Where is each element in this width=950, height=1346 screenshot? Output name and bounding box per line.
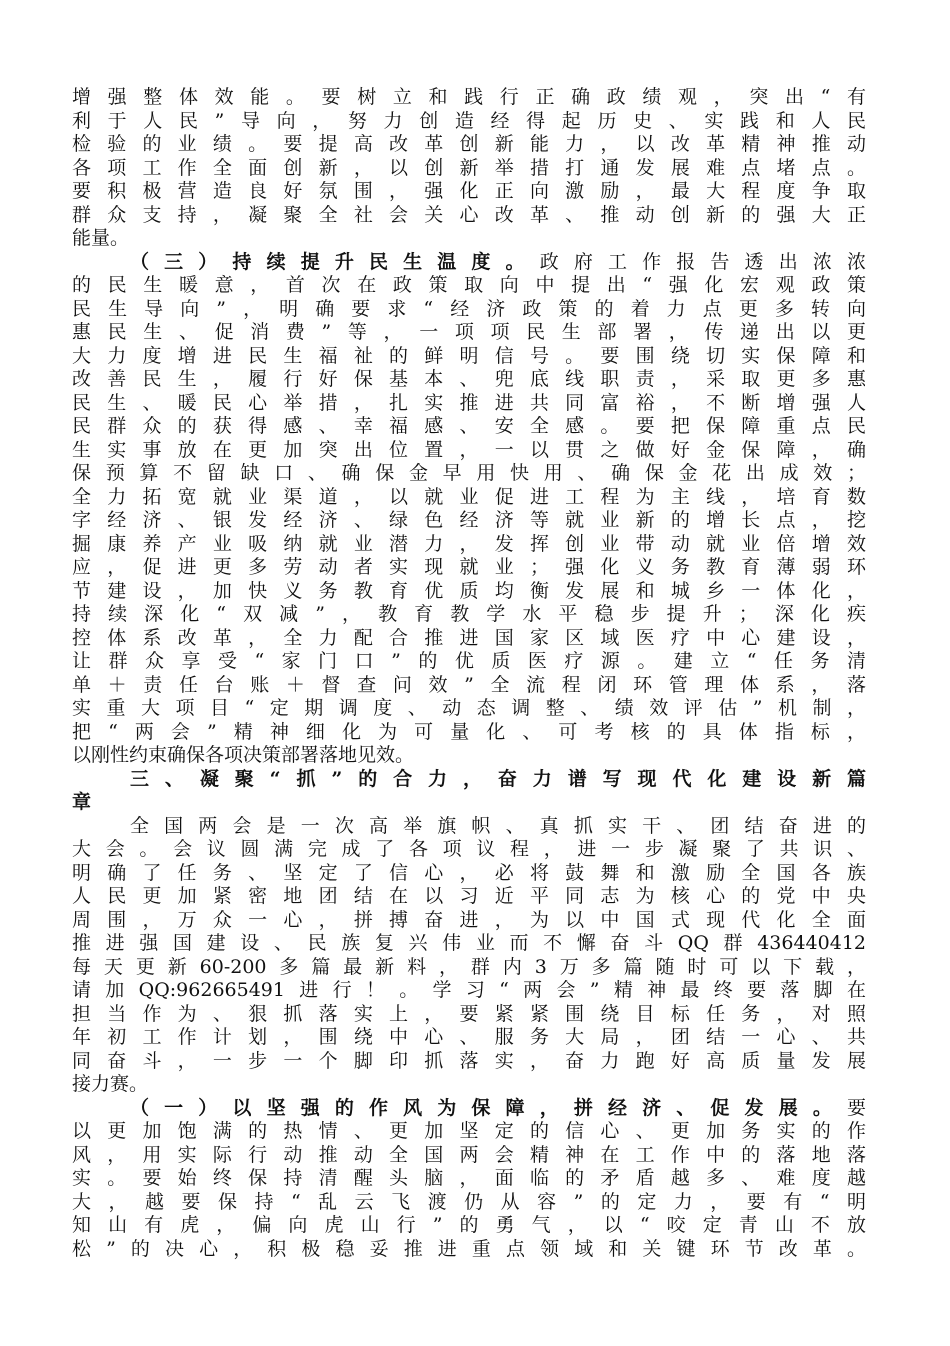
- body-text: 担当作为、狠抓落实上，要紧紧围绕目标任务，对照: [72, 1002, 866, 1025]
- text-line: [72, 815, 866, 839]
- text-line: [72, 180, 866, 204]
- body-text: 节建设，加快义务教育优质均衡发展和城乡一体化，: [72, 579, 866, 602]
- text-line: [72, 697, 866, 721]
- body-text: 利于人民”导向，努力创造经得起历史、实践和人民: [72, 109, 866, 132]
- text-line: [72, 979, 866, 1003]
- body-text: 以更加饱满的热情、更加坚定的信心、更加务实的作: [72, 1120, 866, 1142]
- text-line: [72, 909, 866, 933]
- body-text: 请加QQ:962665491进行！。学习“两会”精神最终要落脚在: [72, 979, 866, 1001]
- body-text: 大力度增进民生福祉的鲜明信号。要围绕切实保障和: [72, 344, 866, 367]
- text-line: [72, 509, 866, 533]
- text-line: [72, 439, 866, 463]
- text-line: [72, 1026, 866, 1050]
- text-line: [72, 1167, 866, 1191]
- text-line: [72, 674, 866, 698]
- body-text: 知山有虎，偏向虎山行”的勇气，以“咬定青山不放: [72, 1214, 866, 1236]
- body-text: 全力拓宽就业渠道，以就业促进工程为主线，培育数: [72, 485, 866, 508]
- body-text: 应，促进更多劳动者实现就业；强化义务教育薄弱环: [72, 556, 866, 578]
- text-line: [72, 345, 866, 369]
- text-line: [72, 533, 866, 557]
- text-line: [72, 1238, 866, 1262]
- body-text: 字经济、银发经济、绿色经济等就业新的增长点，挖: [72, 509, 866, 531]
- text-line: [72, 932, 866, 956]
- text-line: [72, 1050, 866, 1074]
- text-line: [72, 274, 866, 298]
- body-text: 同奋斗，一步一个脚印抓落实，奋力跑好高质量发展: [72, 1049, 866, 1072]
- body-text: 保预算不留缺口、确保金早用快用、确保金花出成效；: [72, 462, 866, 484]
- text-line: [72, 392, 866, 416]
- body-text: 每天更新60-200多篇最新料，群内3万多篇随时可以下载，: [72, 955, 866, 978]
- body-text: 单＋责任台账＋督查问效”全流程闭环管理体系，落: [72, 673, 866, 696]
- body-text: 明确了任务、坚定了信心，必将鼓舞和激励全国各族: [72, 861, 866, 884]
- body-text: 要积极营造良好氛围，强化正向激励，最大程度争取: [72, 180, 866, 202]
- text-line: [72, 321, 866, 345]
- body-text: 让群众享受“家门口”的优质医疗源。建立“任务清: [72, 650, 866, 672]
- text-line: [72, 204, 866, 228]
- body-text: 推进强国建设、民族复兴伟业而不懈奋斗QQ群436440412: [72, 932, 866, 954]
- heading-text: （三）持续提升民生温度。: [130, 250, 540, 273]
- text-line: [72, 744, 866, 768]
- body-text: 人民更加紧密地团结在以习近平同志为核心的党中央: [72, 885, 866, 907]
- text-line: [72, 885, 866, 909]
- body-text: 的民生暖意，首次在政策取向中提出“强化宏观政策: [72, 274, 866, 296]
- body-text: 民群众的获得感、幸福感、安全感。要把保障重点民: [72, 415, 866, 437]
- heading-text: 章: [72, 791, 92, 813]
- body-text: 持续深化“双减”，教育教学水平稳步提升；深化疾: [72, 603, 866, 625]
- text-line: [72, 768, 866, 792]
- document-page: [72, 86, 866, 1261]
- heading-text: （一）以坚强的作风为保障，拼经济、促发展。: [130, 1096, 847, 1119]
- text-line: [72, 650, 866, 674]
- body-text: 接力赛。: [72, 1073, 149, 1095]
- body-text: 政府工作报告透出浓浓: [539, 250, 866, 273]
- text-line: [72, 956, 866, 980]
- text-line: [72, 791, 866, 815]
- body-text: 实。要始终保持清醒头脑，面临的矛盾越多、难度越: [72, 1167, 866, 1189]
- body-text: 民生导向”，明确要求“经济政策的着力点更多转向: [72, 297, 866, 320]
- text-line: [72, 133, 866, 157]
- body-text: 把“两会”精神细化为可量化、可考核的具体指标，: [72, 720, 866, 743]
- body-text: 惠民生、促消费”等，一项项民生部署，传递出以更: [72, 321, 866, 343]
- text-line: [72, 721, 866, 745]
- body-text: 能量。: [72, 227, 130, 249]
- text-line: [72, 298, 866, 322]
- text-line: [72, 251, 866, 275]
- text-line: [72, 157, 866, 181]
- body-text: 各项工作全面创新，以创新举措打通发展难点堵点。: [72, 156, 866, 179]
- text-line: [72, 1003, 866, 1027]
- heading-text: 三、凝聚“抓”的合力，奋力谱写现代化建设新篇: [130, 767, 866, 790]
- body-text: 民生、暖民心举措，扎实推进共同富裕，不断增强人: [72, 391, 866, 414]
- text-line: [72, 1191, 866, 1215]
- body-text: 松”的决心，积极稳妥推进重点领域和关键环节改革。: [72, 1237, 866, 1260]
- body-text: 全国两会是一次高举旗帜、真抓实干、团结奋进的: [130, 814, 866, 837]
- body-text: 周围，万众一心，拼搏奋进，为以中国式现代化全面: [72, 908, 866, 931]
- text-line: [72, 603, 866, 627]
- text-line: [72, 110, 866, 134]
- body-text: 以刚性约束确保各项决策部署落地见效。: [72, 744, 415, 766]
- text-line: [72, 627, 866, 651]
- text-line: [72, 486, 866, 510]
- text-line: [72, 415, 866, 439]
- text-line: [72, 556, 866, 580]
- text-line: [72, 580, 866, 604]
- body-text: 改善民生，履行好保基本、兜底线职责，采取更多惠: [72, 368, 866, 390]
- body-text: 要: [846, 1096, 866, 1119]
- body-text: 大，越要保持“乱云飞渡仍从容”的定力，要有“明: [72, 1190, 866, 1213]
- text-line: [72, 1144, 866, 1168]
- body-text: 风，用实际行动推动全国两会精神在工作中的落地落: [72, 1143, 866, 1166]
- text-line: [72, 1214, 866, 1238]
- body-text: 生实事放在更加突出位置，一以贯之做好金保障，确: [72, 438, 866, 461]
- body-text: 控体系改革，全力配合推进国家区域医疗中心建设，: [72, 626, 866, 649]
- body-text: 检验的业绩。要提高改革创新能力，以改革精神推动: [72, 133, 866, 155]
- text-line: [72, 1097, 866, 1121]
- body-text: 实重大项目“定期调度、动态调整、绩效评估”机制，: [72, 697, 866, 719]
- body-text: 增强整体效能。要树立和践行正确政绩观，突出“有: [72, 86, 866, 108]
- body-text: 大会。会议圆满完成了各项议程，进一步凝聚了共识、: [72, 838, 866, 860]
- text-line: [72, 838, 866, 862]
- body-text: 年初工作计划，围绕中心、服务大局，团结一心、共: [72, 1026, 866, 1048]
- body-text: 掘康养产业吸纳就业潜力，发挥创业带动就业倍增效: [72, 532, 866, 555]
- text-line: [72, 227, 866, 251]
- text-line: [72, 368, 866, 392]
- text-line: [72, 462, 866, 486]
- text-line: [72, 862, 866, 886]
- text-line: [72, 1073, 866, 1097]
- text-line: [72, 86, 866, 110]
- body-text: 群众支持，凝聚全社会关心改革、推动创新的强大正: [72, 203, 866, 226]
- text-line: [72, 1120, 866, 1144]
